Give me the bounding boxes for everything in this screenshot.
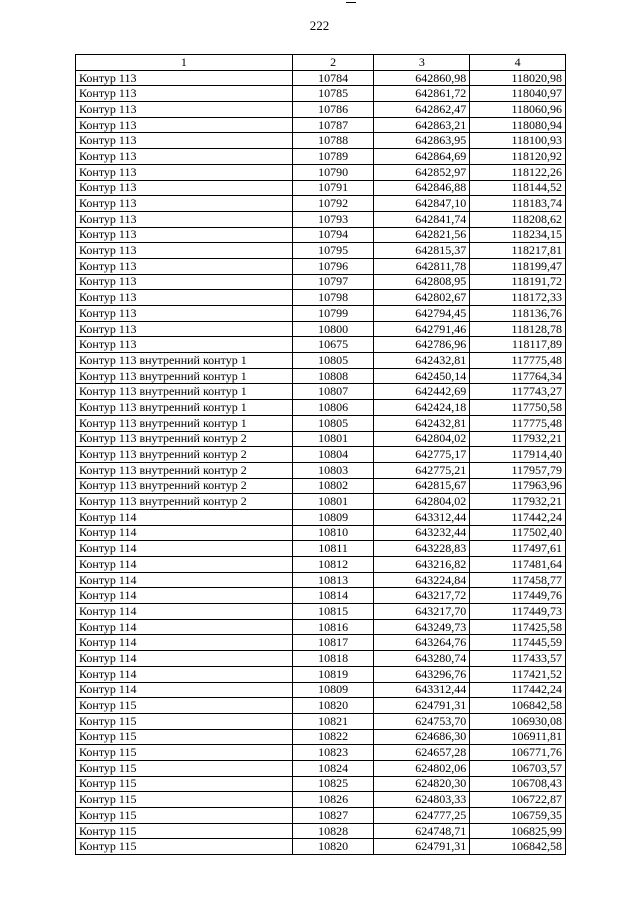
- x-coordinate-cell: 643217,70: [374, 604, 470, 620]
- point-number-cell: 10805: [292, 353, 374, 369]
- point-number-cell: 10818: [292, 651, 374, 667]
- x-coordinate-cell: 642864,69: [374, 149, 470, 165]
- contour-name-cell: Контур 113: [76, 133, 293, 149]
- contour-name-cell: Контур 113: [76, 290, 293, 306]
- x-coordinate-cell: 642811,78: [374, 258, 470, 274]
- point-number-cell: 10809: [292, 682, 374, 698]
- y-coordinate-cell: 117425,58: [470, 619, 566, 635]
- x-coordinate-cell: 642808,95: [374, 274, 470, 290]
- y-coordinate-cell: 106771,76: [470, 745, 566, 761]
- y-coordinate-cell: 106930,08: [470, 713, 566, 729]
- page-number: 222: [309, 18, 330, 33]
- column-header: 1: [76, 55, 293, 71]
- point-number-cell: 10819: [292, 666, 374, 682]
- point-number-cell: 10807: [292, 384, 374, 400]
- point-number-cell: 10824: [292, 760, 374, 776]
- contour-name-cell: Контур 113: [76, 321, 293, 337]
- x-coordinate-cell: 624791,31: [374, 698, 470, 714]
- contour-name-cell: Контур 115: [76, 776, 293, 792]
- table-row: [76, 258, 566, 274]
- x-coordinate-cell: 643228,83: [374, 541, 470, 557]
- y-coordinate-cell: 118191,72: [470, 274, 566, 290]
- top-mark: [346, 2, 356, 3]
- table-row: [76, 321, 566, 337]
- contour-name-cell: Контур 113 внутренний контур 1: [76, 353, 293, 369]
- contour-name-cell: Контур 113 внутренний контур 2: [76, 462, 293, 478]
- contour-name-cell: Контур 113: [76, 337, 293, 353]
- point-number-cell: 10801: [292, 494, 374, 510]
- contour-name-cell: Контур 114: [76, 588, 293, 604]
- x-coordinate-cell: 642863,95: [374, 133, 470, 149]
- table-row: [76, 149, 566, 165]
- point-number-cell: 10799: [292, 306, 374, 322]
- point-number-cell: 10675: [292, 337, 374, 353]
- x-coordinate-cell: 642802,67: [374, 290, 470, 306]
- point-number-cell: 10787: [292, 117, 374, 133]
- table-row: [76, 384, 566, 400]
- table-row: [76, 666, 566, 682]
- x-coordinate-cell: 642815,37: [374, 243, 470, 259]
- y-coordinate-cell: 106911,81: [470, 729, 566, 745]
- x-coordinate-cell: 642432,81: [374, 353, 470, 369]
- table-row: [76, 557, 566, 573]
- point-number-cell: 10784: [292, 70, 374, 86]
- table-row: [76, 823, 566, 839]
- table-row: [76, 70, 566, 86]
- y-coordinate-cell: 118020,98: [470, 70, 566, 86]
- contour-name-cell: Контур 114: [76, 604, 293, 620]
- table-row: [76, 478, 566, 494]
- x-coordinate-cell: 643312,44: [374, 509, 470, 525]
- point-number-cell: 10792: [292, 196, 374, 212]
- y-coordinate-cell: 117932,21: [470, 494, 566, 510]
- table-row: [76, 290, 566, 306]
- column-header: 2: [292, 55, 374, 71]
- table-row: [76, 698, 566, 714]
- table-row: [76, 509, 566, 525]
- contour-name-cell: Контур 114: [76, 541, 293, 557]
- table-row: [76, 102, 566, 118]
- contour-name-cell: Контур 113: [76, 196, 293, 212]
- x-coordinate-cell: 642863,21: [374, 117, 470, 133]
- point-number-cell: 10786: [292, 102, 374, 118]
- y-coordinate-cell: 106703,57: [470, 760, 566, 776]
- point-number-cell: 10821: [292, 713, 374, 729]
- contour-name-cell: Контур 113: [76, 86, 293, 102]
- contour-name-cell: Контур 115: [76, 713, 293, 729]
- x-coordinate-cell: 643312,44: [374, 682, 470, 698]
- contour-name-cell: Контур 114: [76, 619, 293, 635]
- table-row: [76, 729, 566, 745]
- contour-name-cell: Контур 115: [76, 792, 293, 808]
- table-row: [76, 541, 566, 557]
- contour-name-cell: Контур 114: [76, 557, 293, 573]
- y-coordinate-cell: 117764,34: [470, 368, 566, 384]
- point-number-cell: 10817: [292, 635, 374, 651]
- y-coordinate-cell: 118040,97: [470, 86, 566, 102]
- x-coordinate-cell: 642860,98: [374, 70, 470, 86]
- table-row: [76, 164, 566, 180]
- x-coordinate-cell: 642861,72: [374, 86, 470, 102]
- point-number-cell: 10806: [292, 400, 374, 416]
- table-row: [76, 572, 566, 588]
- y-coordinate-cell: 117433,57: [470, 651, 566, 667]
- y-coordinate-cell: 118120,92: [470, 149, 566, 165]
- point-number-cell: 10811: [292, 541, 374, 557]
- point-number-cell: 10808: [292, 368, 374, 384]
- table-row: [76, 180, 566, 196]
- contour-name-cell: Контур 114: [76, 509, 293, 525]
- point-number-cell: 10790: [292, 164, 374, 180]
- x-coordinate-cell: 643217,72: [374, 588, 470, 604]
- point-number-cell: 10827: [292, 808, 374, 824]
- contour-name-cell: Контур 113 внутренний контур 2: [76, 494, 293, 510]
- table-row: [76, 760, 566, 776]
- point-number-cell: 10826: [292, 792, 374, 808]
- contour-name-cell: Контур 113: [76, 149, 293, 165]
- y-coordinate-cell: 118183,74: [470, 196, 566, 212]
- contour-name-cell: Контур 113: [76, 117, 293, 133]
- table-row: [76, 525, 566, 541]
- x-coordinate-cell: 642804,02: [374, 494, 470, 510]
- table-row: [76, 619, 566, 635]
- table-row: [76, 274, 566, 290]
- table-row: [76, 243, 566, 259]
- point-number-cell: 10813: [292, 572, 374, 588]
- contour-name-cell: Контур 113: [76, 211, 293, 227]
- x-coordinate-cell: 642442,69: [374, 384, 470, 400]
- contour-name-cell: Контур 115: [76, 745, 293, 761]
- y-coordinate-cell: 118217,81: [470, 243, 566, 259]
- contour-name-cell: Контур 113: [76, 243, 293, 259]
- table-row: [76, 353, 566, 369]
- y-coordinate-cell: 118199,47: [470, 258, 566, 274]
- table-row: [76, 776, 566, 792]
- y-coordinate-cell: 106825,99: [470, 823, 566, 839]
- point-number-cell: 10825: [292, 776, 374, 792]
- point-number-cell: 10798: [292, 290, 374, 306]
- contour-name-cell: Контур 114: [76, 635, 293, 651]
- table-row: [76, 792, 566, 808]
- y-coordinate-cell: 117449,76: [470, 588, 566, 604]
- table-body: [76, 70, 566, 854]
- x-coordinate-cell: 642424,18: [374, 400, 470, 416]
- contour-name-cell: Контур 113 внутренний контур 1: [76, 368, 293, 384]
- x-coordinate-cell: 642775,17: [374, 447, 470, 463]
- x-coordinate-cell: 624686,30: [374, 729, 470, 745]
- x-coordinate-cell: 624748,71: [374, 823, 470, 839]
- y-coordinate-cell: 118144,52: [470, 180, 566, 196]
- contour-name-cell: Контур 115: [76, 760, 293, 776]
- y-coordinate-cell: 117458,77: [470, 572, 566, 588]
- x-coordinate-cell: 642804,02: [374, 431, 470, 447]
- point-number-cell: 10785: [292, 86, 374, 102]
- table-row: [76, 211, 566, 227]
- contour-name-cell: Контур 115: [76, 698, 293, 714]
- x-coordinate-cell: 642841,74: [374, 211, 470, 227]
- y-coordinate-cell: 106842,58: [470, 698, 566, 714]
- y-coordinate-cell: 118122,26: [470, 164, 566, 180]
- x-coordinate-cell: 642791,46: [374, 321, 470, 337]
- x-coordinate-cell: 624657,28: [374, 745, 470, 761]
- table-row: [76, 337, 566, 353]
- contour-name-cell: Контур 113 внутренний контур 1: [76, 400, 293, 416]
- y-coordinate-cell: 106842,58: [470, 839, 566, 855]
- contour-name-cell: Контур 113 внутренний контур 1: [76, 415, 293, 431]
- point-number-cell: 10823: [292, 745, 374, 761]
- x-coordinate-cell: 624777,25: [374, 808, 470, 824]
- table-row: [76, 306, 566, 322]
- table-row: [76, 196, 566, 212]
- table-row: [76, 713, 566, 729]
- table-row: [76, 368, 566, 384]
- point-number-cell: 10816: [292, 619, 374, 635]
- y-coordinate-cell: 118100,93: [470, 133, 566, 149]
- x-coordinate-cell: 642432,81: [374, 415, 470, 431]
- x-coordinate-cell: 643232,44: [374, 525, 470, 541]
- contour-name-cell: Контур 115: [76, 823, 293, 839]
- point-number-cell: 10804: [292, 447, 374, 463]
- y-coordinate-cell: 117957,79: [470, 462, 566, 478]
- y-coordinate-cell: 117497,61: [470, 541, 566, 557]
- point-number-cell: 10789: [292, 149, 374, 165]
- point-number-cell: 10793: [292, 211, 374, 227]
- table-row: [76, 431, 566, 447]
- point-number-cell: 10795: [292, 243, 374, 259]
- table-row: [76, 86, 566, 102]
- x-coordinate-cell: 624753,70: [374, 713, 470, 729]
- y-coordinate-cell: 117963,96: [470, 478, 566, 494]
- table-row: [76, 808, 566, 824]
- point-number-cell: 10815: [292, 604, 374, 620]
- y-coordinate-cell: 117449,73: [470, 604, 566, 620]
- y-coordinate-cell: 118060,96: [470, 102, 566, 118]
- table-row: [76, 400, 566, 416]
- y-coordinate-cell: 117481,64: [470, 557, 566, 573]
- contour-name-cell: Контур 113 внутренний контур 1: [76, 384, 293, 400]
- table-row: [76, 635, 566, 651]
- coordinates-table: [75, 54, 566, 855]
- contour-name-cell: Контур 113: [76, 258, 293, 274]
- point-number-cell: 10803: [292, 462, 374, 478]
- contour-name-cell: Контур 113 внутренний контур 2: [76, 478, 293, 494]
- y-coordinate-cell: 117445,59: [470, 635, 566, 651]
- column-header: 3: [374, 55, 470, 71]
- table-row: [76, 839, 566, 855]
- point-number-cell: 10796: [292, 258, 374, 274]
- x-coordinate-cell: 643216,82: [374, 557, 470, 573]
- x-coordinate-cell: 642847,10: [374, 196, 470, 212]
- point-number-cell: 10805: [292, 415, 374, 431]
- point-number-cell: 10794: [292, 227, 374, 243]
- contour-name-cell: Контур 113: [76, 102, 293, 118]
- point-number-cell: 10809: [292, 509, 374, 525]
- x-coordinate-cell: 642786,96: [374, 337, 470, 353]
- x-coordinate-cell: 643296,76: [374, 666, 470, 682]
- table-row: [76, 651, 566, 667]
- y-coordinate-cell: 117743,27: [470, 384, 566, 400]
- contour-name-cell: Контур 114: [76, 666, 293, 682]
- table-row: [76, 682, 566, 698]
- y-coordinate-cell: 106708,43: [470, 776, 566, 792]
- table-row: [76, 117, 566, 133]
- x-coordinate-cell: 643280,74: [374, 651, 470, 667]
- table-row: [76, 494, 566, 510]
- x-coordinate-cell: 643249,73: [374, 619, 470, 635]
- table-row: [76, 227, 566, 243]
- point-number-cell: 10822: [292, 729, 374, 745]
- x-coordinate-cell: 624802,06: [374, 760, 470, 776]
- contour-name-cell: Контур 114: [76, 572, 293, 588]
- point-number-cell: 10800: [292, 321, 374, 337]
- contour-name-cell: Контур 115: [76, 839, 293, 855]
- contour-name-cell: Контур 114: [76, 525, 293, 541]
- x-coordinate-cell: 642846,88: [374, 180, 470, 196]
- contour-name-cell: Контур 113: [76, 70, 293, 86]
- point-number-cell: 10801: [292, 431, 374, 447]
- point-number-cell: 10812: [292, 557, 374, 573]
- contour-name-cell: Контур 114: [76, 682, 293, 698]
- y-coordinate-cell: 118172,33: [470, 290, 566, 306]
- y-coordinate-cell: 118136,76: [470, 306, 566, 322]
- y-coordinate-cell: 117775,48: [470, 415, 566, 431]
- contour-name-cell: Контур 113: [76, 164, 293, 180]
- y-coordinate-cell: 118208,62: [470, 211, 566, 227]
- x-coordinate-cell: 624820,30: [374, 776, 470, 792]
- y-coordinate-cell: 106722,87: [470, 792, 566, 808]
- table-row: [76, 415, 566, 431]
- y-coordinate-cell: 117914,40: [470, 447, 566, 463]
- contour-name-cell: Контур 113: [76, 180, 293, 196]
- x-coordinate-cell: 643264,76: [374, 635, 470, 651]
- x-coordinate-cell: 642775,21: [374, 462, 470, 478]
- point-number-cell: 10810: [292, 525, 374, 541]
- point-number-cell: 10797: [292, 274, 374, 290]
- point-number-cell: 10828: [292, 823, 374, 839]
- contour-name-cell: Контур 113 внутренний контур 2: [76, 447, 293, 463]
- y-coordinate-cell: 117775,48: [470, 353, 566, 369]
- y-coordinate-cell: 118234,15: [470, 227, 566, 243]
- table-row: [76, 745, 566, 761]
- point-number-cell: 10788: [292, 133, 374, 149]
- y-coordinate-cell: 117932,21: [470, 431, 566, 447]
- column-header: 4: [470, 55, 566, 71]
- contour-name-cell: Контур 113 внутренний контур 2: [76, 431, 293, 447]
- y-coordinate-cell: 118117,89: [470, 337, 566, 353]
- x-coordinate-cell: 642852,97: [374, 164, 470, 180]
- contour-name-cell: Контур 113: [76, 227, 293, 243]
- x-coordinate-cell: 642450,14: [374, 368, 470, 384]
- x-coordinate-cell: 642821,56: [374, 227, 470, 243]
- point-number-cell: 10820: [292, 698, 374, 714]
- table-row: [76, 447, 566, 463]
- y-coordinate-cell: 117750,58: [470, 400, 566, 416]
- point-number-cell: 10820: [292, 839, 374, 855]
- x-coordinate-cell: 642794,45: [374, 306, 470, 322]
- point-number-cell: 10814: [292, 588, 374, 604]
- table-row: [76, 604, 566, 620]
- y-coordinate-cell: 117421,52: [470, 666, 566, 682]
- y-coordinate-cell: 118080,94: [470, 117, 566, 133]
- contour-name-cell: Контур 114: [76, 651, 293, 667]
- contour-name-cell: Контур 113: [76, 306, 293, 322]
- y-coordinate-cell: 118128,78: [470, 321, 566, 337]
- point-number-cell: 10791: [292, 180, 374, 196]
- y-coordinate-cell: 117442,24: [470, 682, 566, 698]
- contour-name-cell: Контур 113: [76, 274, 293, 290]
- contour-name-cell: Контур 115: [76, 729, 293, 745]
- x-coordinate-cell: 624791,31: [374, 839, 470, 855]
- point-number-cell: 10802: [292, 478, 374, 494]
- x-coordinate-cell: 624803,33: [374, 792, 470, 808]
- x-coordinate-cell: 642862,47: [374, 102, 470, 118]
- contour-name-cell: Контур 115: [76, 808, 293, 824]
- table-header-row: [76, 55, 566, 71]
- table-row: [76, 588, 566, 604]
- table-row: [76, 462, 566, 478]
- x-coordinate-cell: 643224,84: [374, 572, 470, 588]
- table-row: [76, 133, 566, 149]
- y-coordinate-cell: 117442,24: [470, 509, 566, 525]
- x-coordinate-cell: 642815,67: [374, 478, 470, 494]
- y-coordinate-cell: 117502,40: [470, 525, 566, 541]
- y-coordinate-cell: 106759,35: [470, 808, 566, 824]
